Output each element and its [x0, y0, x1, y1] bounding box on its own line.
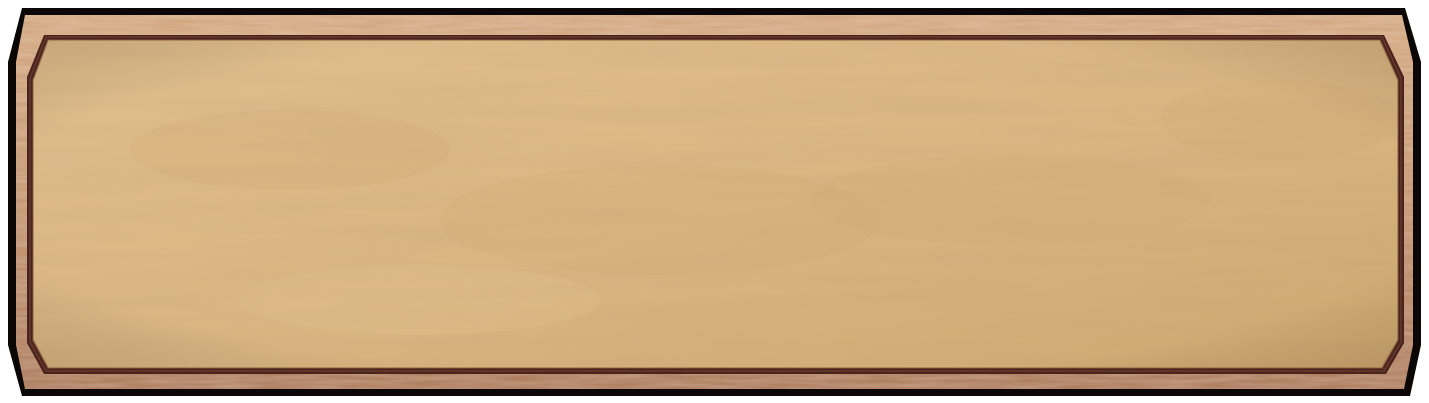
panel-parchment-texture [30, 38, 1402, 372]
